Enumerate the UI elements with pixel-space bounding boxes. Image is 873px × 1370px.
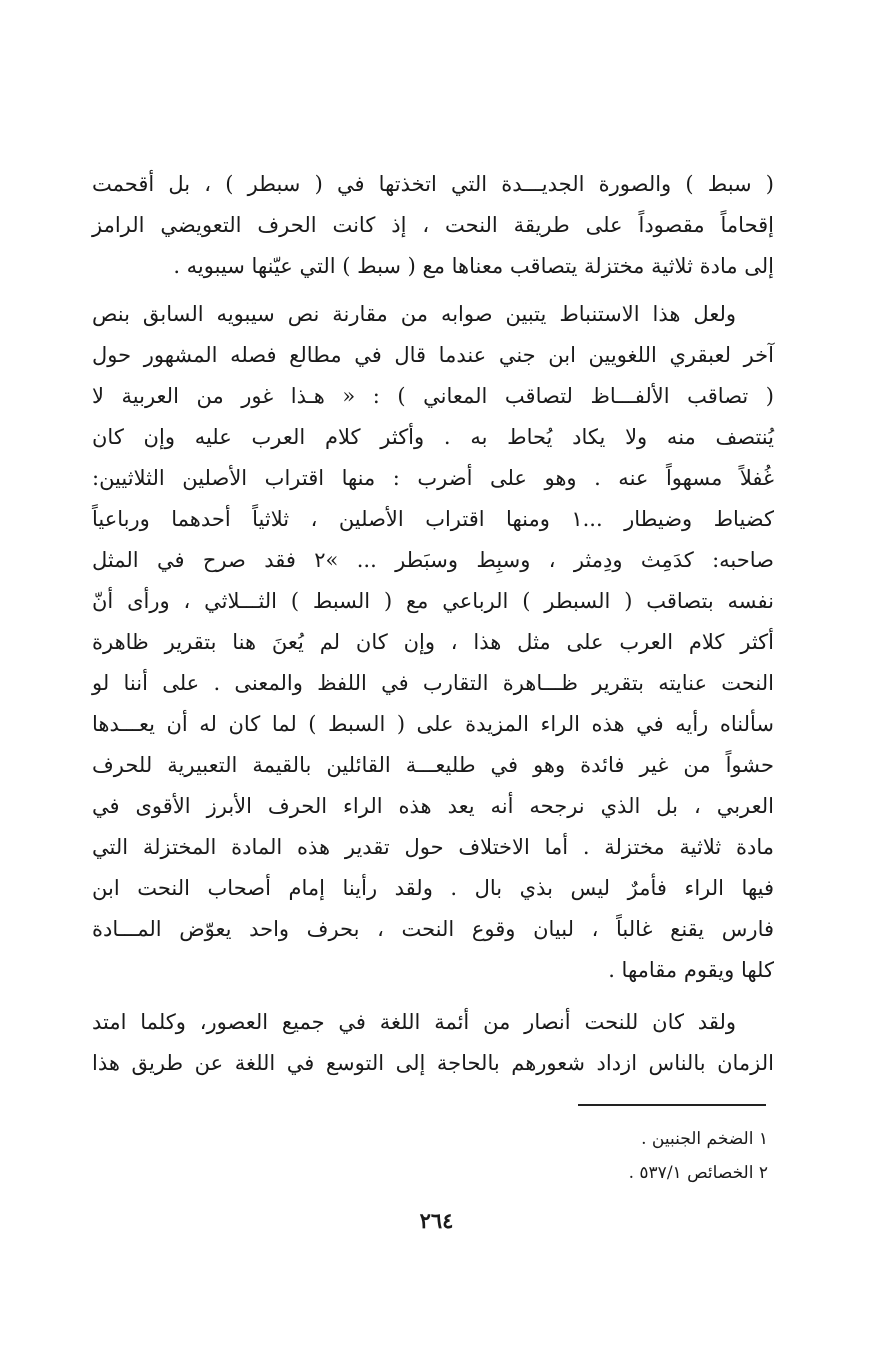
- text-line: كضياط وضيطار ...١ ومنها اقتراب الأصلين ، ثلاثياً أحدهما ورباعياً: [92, 507, 774, 531]
- footnote-2: ٢ الخصائص ٥٣٧/١ .: [628, 1163, 768, 1183]
- text-line: ولقد كان للنحت أنصار من أئمة اللغة في جميع العصور، وكلما امتد: [92, 1010, 736, 1034]
- paragraph-2: [92, 294, 774, 991]
- text-line: العربي ، بل الذي نرجحه أنه يعد هذه الراء الحرف الأبرز الأقوى في: [92, 794, 774, 818]
- text-line: مادة ثلاثية مختزلة . أما الاختلاف حول تقدير هذه المادة المختزلة التي: [92, 835, 774, 859]
- text-line: صاحبه: كدَمِث ودِمثر ، وسبِط وسبَطر ... »٢ فقد صرح في المثل: [92, 548, 774, 572]
- text-line: حشواً من غير فائدة وهو في طليعـــة القائلين بالقيمة التعبيرية للحرف: [92, 753, 774, 777]
- text-line: إلى مادة ثلاثية مختزلة يتصاقب معناها مع ( سبط ) التي عيّنها سيبويه .: [173, 254, 774, 278]
- text-line: ولعل هذا الاستنباط يتبين صوابه من مقارنة نص سيبويه السابق بنص: [92, 302, 736, 326]
- text-line: آخر لعبقري اللغويين ابن جني عندما قال في مطالع فصله المشهور حول: [92, 343, 774, 367]
- text-line: ( تصاقب الألفـــاظ لتصاقب المعاني ) : « هـذا غور من العربية لا: [92, 384, 774, 408]
- paragraph-1: [92, 164, 774, 287]
- footnote-1: ١ الضخم الجنبين .: [641, 1129, 768, 1149]
- text-line: النحت عنايته بتقرير ظـــاهرة التقارب في اللفظ والمعنى . على أننا لو: [92, 671, 774, 695]
- text-line: ( سبط ) والصورة الجديـــدة التي اتخذتها في ( سبطر ) ، بل أقحمت: [92, 172, 775, 196]
- text-line: إقحاماً مقصوداً على طريقة النحت ، إذ كانت الحرف التعويضي الرامز: [92, 213, 774, 237]
- text-line: غُفلاً مسهواً عنه . وهو على أضرب : منها اقتراب الأصلين الثلاثيين:: [92, 466, 774, 490]
- text-line: يُنتصف منه ولا يكاد يُحاط به . وأكثر كلام العرب عليه وإن كان: [92, 425, 774, 449]
- text-line: أكثر كلام العرب على مثل هذا ، وإن كان لم يُعنَ هنا بتقرير ظاهرة: [92, 630, 774, 654]
- footnote-separator: [578, 1104, 766, 1106]
- text-line: سألناه رأيه في هذه الراء المزيدة على ( السبط ) لما كان له أن يعـــدها: [92, 712, 774, 736]
- text-line: كلها ويقوم مقامها .: [608, 958, 774, 982]
- text-line: الزمان بالناس ازداد شعورهم بالحاجة إلى التوسع في اللغة عن طريق هذا: [92, 1051, 774, 1075]
- text-line: فيها الراء فأمرٌ ليس بذي بال . ولقد رأينا إمام أصحاب النحت ابن: [92, 876, 774, 900]
- page-number: ٢٦٤: [419, 1208, 454, 1233]
- paragraph-3: [92, 1002, 774, 1084]
- text-line: فارس يقنع غالباً ، لبيان وقوع النحت ، بحرف واحد يعوّض المـــادة: [92, 917, 775, 941]
- footnotes: [400, 1122, 768, 1190]
- text-line: نفسه بتصاقب ( السبطر ) الرباعي مع ( السبط ) الثـــلاثي ، ورأى أنّ: [92, 589, 774, 613]
